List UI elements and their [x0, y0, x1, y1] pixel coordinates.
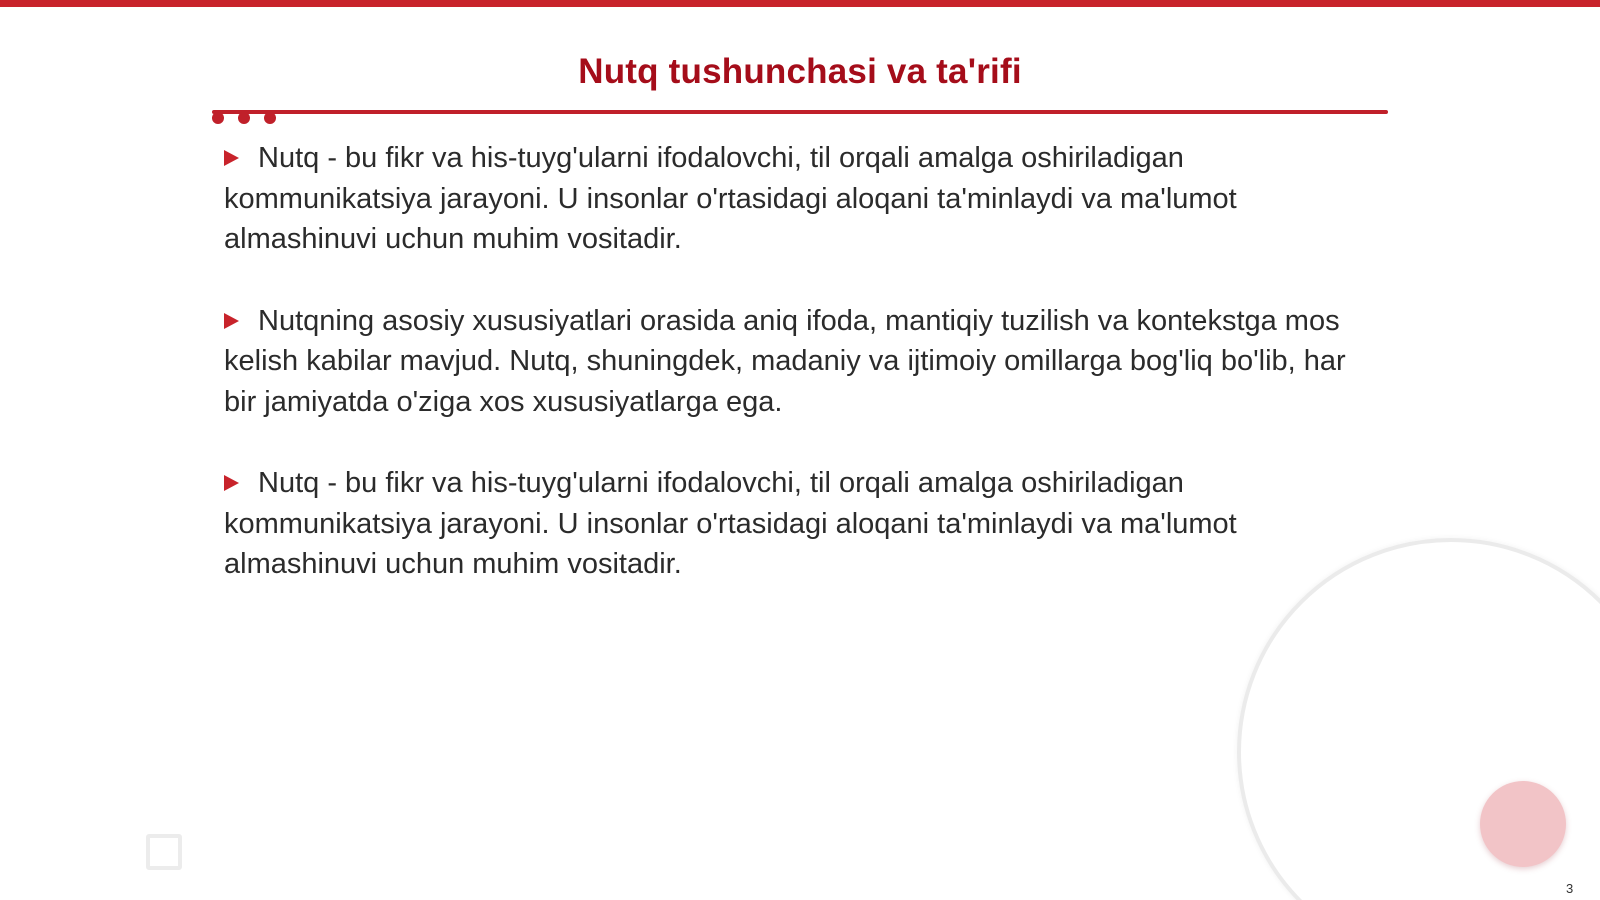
title-underline [212, 110, 1388, 114]
triangle-right-icon [224, 313, 239, 329]
page-number: 3 [1566, 881, 1574, 896]
bullet-list [224, 138, 1354, 626]
bullet-item [224, 463, 1354, 585]
bullet-text: Nutq - bu fikr va his-tuyg'ularni ifodalovchi, til orqali amalga oshiriladigan kommunikatsiya jarayoni. U insonlar o'rtasidagi aloqani ta'minlaydi va ma'lumot almashinuvi uchun muhim vositadir. [224, 467, 1237, 580]
triangle-right-icon [224, 150, 239, 166]
decorative-square [146, 834, 182, 870]
title-dots [212, 112, 276, 124]
bullet-text: Nutqning asosiy xususiyatlari orasida aniq ifoda, mantiqiy tuzilish va kontekstga mos kelish kabilar mavjud. Nutq, shuningdek, madaniy va ijtimoiy omillarga bog'liq bo'lib, har bir jamiyatda o'ziga xos xususiyatlarga ega. [224, 304, 1346, 418]
decorative-pink-circle [1480, 781, 1566, 867]
decor-dot [238, 112, 250, 124]
decor-dot [212, 112, 224, 124]
triangle-right-icon [224, 475, 239, 491]
bullet-item [224, 301, 1354, 423]
top-accent-bar [0, 0, 1600, 7]
slide-title: Nutq tushunchasi va ta'rifi [578, 52, 1022, 91]
decor-dot [264, 112, 276, 124]
bullet-text: Nutq - bu fikr va his-tuyg'ularni ifodalovchi, til orqali amalga oshiriladigan kommunikatsiya jarayoni. U insonlar o'rtasidagi aloqani ta'minlaydi va ma'lumot almashinuvi uchun muhim vositadir. [224, 142, 1237, 255]
bullet-item [224, 138, 1354, 260]
